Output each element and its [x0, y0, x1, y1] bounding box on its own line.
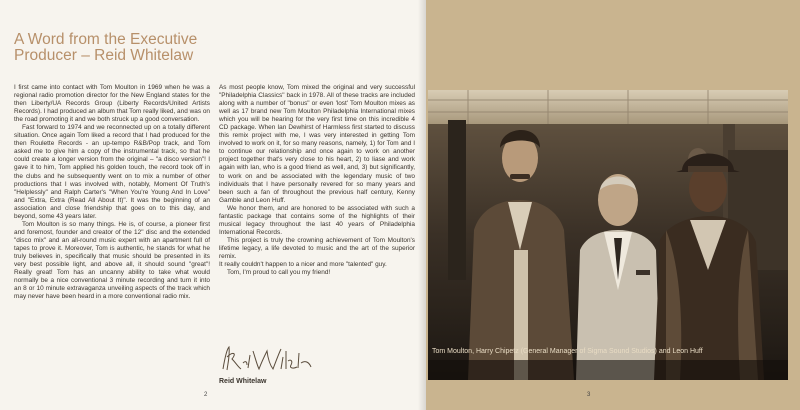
paragraph: I first came into contact with Tom Moulton in 1969 when he was a regional radio promotion director for the New England states for the then Liberty/UA Records Group (Liberty Records/United Artists Records). I had produced an album that Tom really liked, and was on the road promoting it and we both struck up a good conversation. — [14, 84, 210, 124]
paragraph: As most people know, Tom mixed the original and very successful "Philadelphia Classics" back in 1978. All of these tracks are included along with a number of "bonus" or even 'lost' Tom Moulton mixes as well as 17 brand new Tom Moulton Philadelphia International mixes which you will be hearing for the very first time on this incredible 4 CD package. When Ian Dewhirst of Harmless first started to discuss this remix project with me, I was very interested in getting Tom involved to work on it, for so many reasons, namely, 1) for Tom and I to continue our relationship and once again to work on another project together that's very close to his heart, 2) to liase and work again with Ian, who is a good friend as well, and, 3) but significantly, to work on and be associated with the legendary music of two individuals that I have personally revered for so many years and been such a fan of throughout the previous half century, Kenny Gamble and Leon Huff. — [219, 84, 415, 204]
closing-line: Tom, I'm proud to call you my friend! — [227, 269, 331, 277]
paragraph: Fast forward to 1974 and we reconnected up on a totally different situation. Once again Tom liked a record that I had produced for the then Roulette Records - an up-tempo R&B/Pop track, and Tom asked me to give him a copy of the instrumental track, so that he could create a longer version from the original – "a disco version"! I gave it to him, Tom applied his golden touch, the record took off in the clubs and he subsequently went on to mix a number of other productions that I was involved with, notably, Moment Of Truth's "Helplessly" and Ralph Carter's "When You're Young And In Love" and "Extra, Extra (Read All About It)". It was the beginning of an association and close friendship that goes on to this day, and beyond, some 43 years later. — [14, 124, 210, 220]
closing-line: It really couldn't happen to a nicer and more "talented" guy. — [219, 261, 387, 269]
text-column-right — [219, 84, 415, 277]
photo-illustration — [428, 90, 788, 380]
photo-caption: Tom Moulton, Harry Chipetz (General Manager of Sigma Sound Studios) and Leon Huff — [432, 348, 703, 355]
page-heading: A Word from the Executive Producer – Reid Whitelaw — [14, 31, 198, 65]
paragraph: Tom Moulton is so many things. He is, of course, a pioneer first and foremost, founder and creator of the 12" disc and the extended "disco mix" and an all-round music expert with an apartment full of tapes to prove it. Moreover, Tom is authentic, he stands for what he truly believes in, specifically that music should be presented in its very best possible light, and above all, it should sound "great"! Really great! Tom has an uncanny ability to take what would normally be a nice conventional 3 minute recording and turn it into an 8 or 10 minute extravaganza unveiling aspects of the track which may never have been heard in a more conventional radio mix. — [14, 220, 210, 301]
page-number: 2 — [204, 392, 208, 398]
text-column-left — [14, 84, 210, 301]
photo — [428, 90, 788, 380]
page-number: 3 — [587, 392, 591, 398]
paragraph: This project is truly the crowning achievement of Tom Moulton's lifetime legacy, a life devoted to music and the art of the superior remix. — [219, 236, 415, 260]
handwritten-signature — [219, 343, 314, 375]
signature-name: Reid Whitelaw — [219, 378, 267, 385]
paragraph: We honor them, and are honored to be associated with such a fantastic package that contains some of the highlights of their musical legacy throughout the last 40 years of Philadelphia International Records. — [219, 204, 415, 236]
